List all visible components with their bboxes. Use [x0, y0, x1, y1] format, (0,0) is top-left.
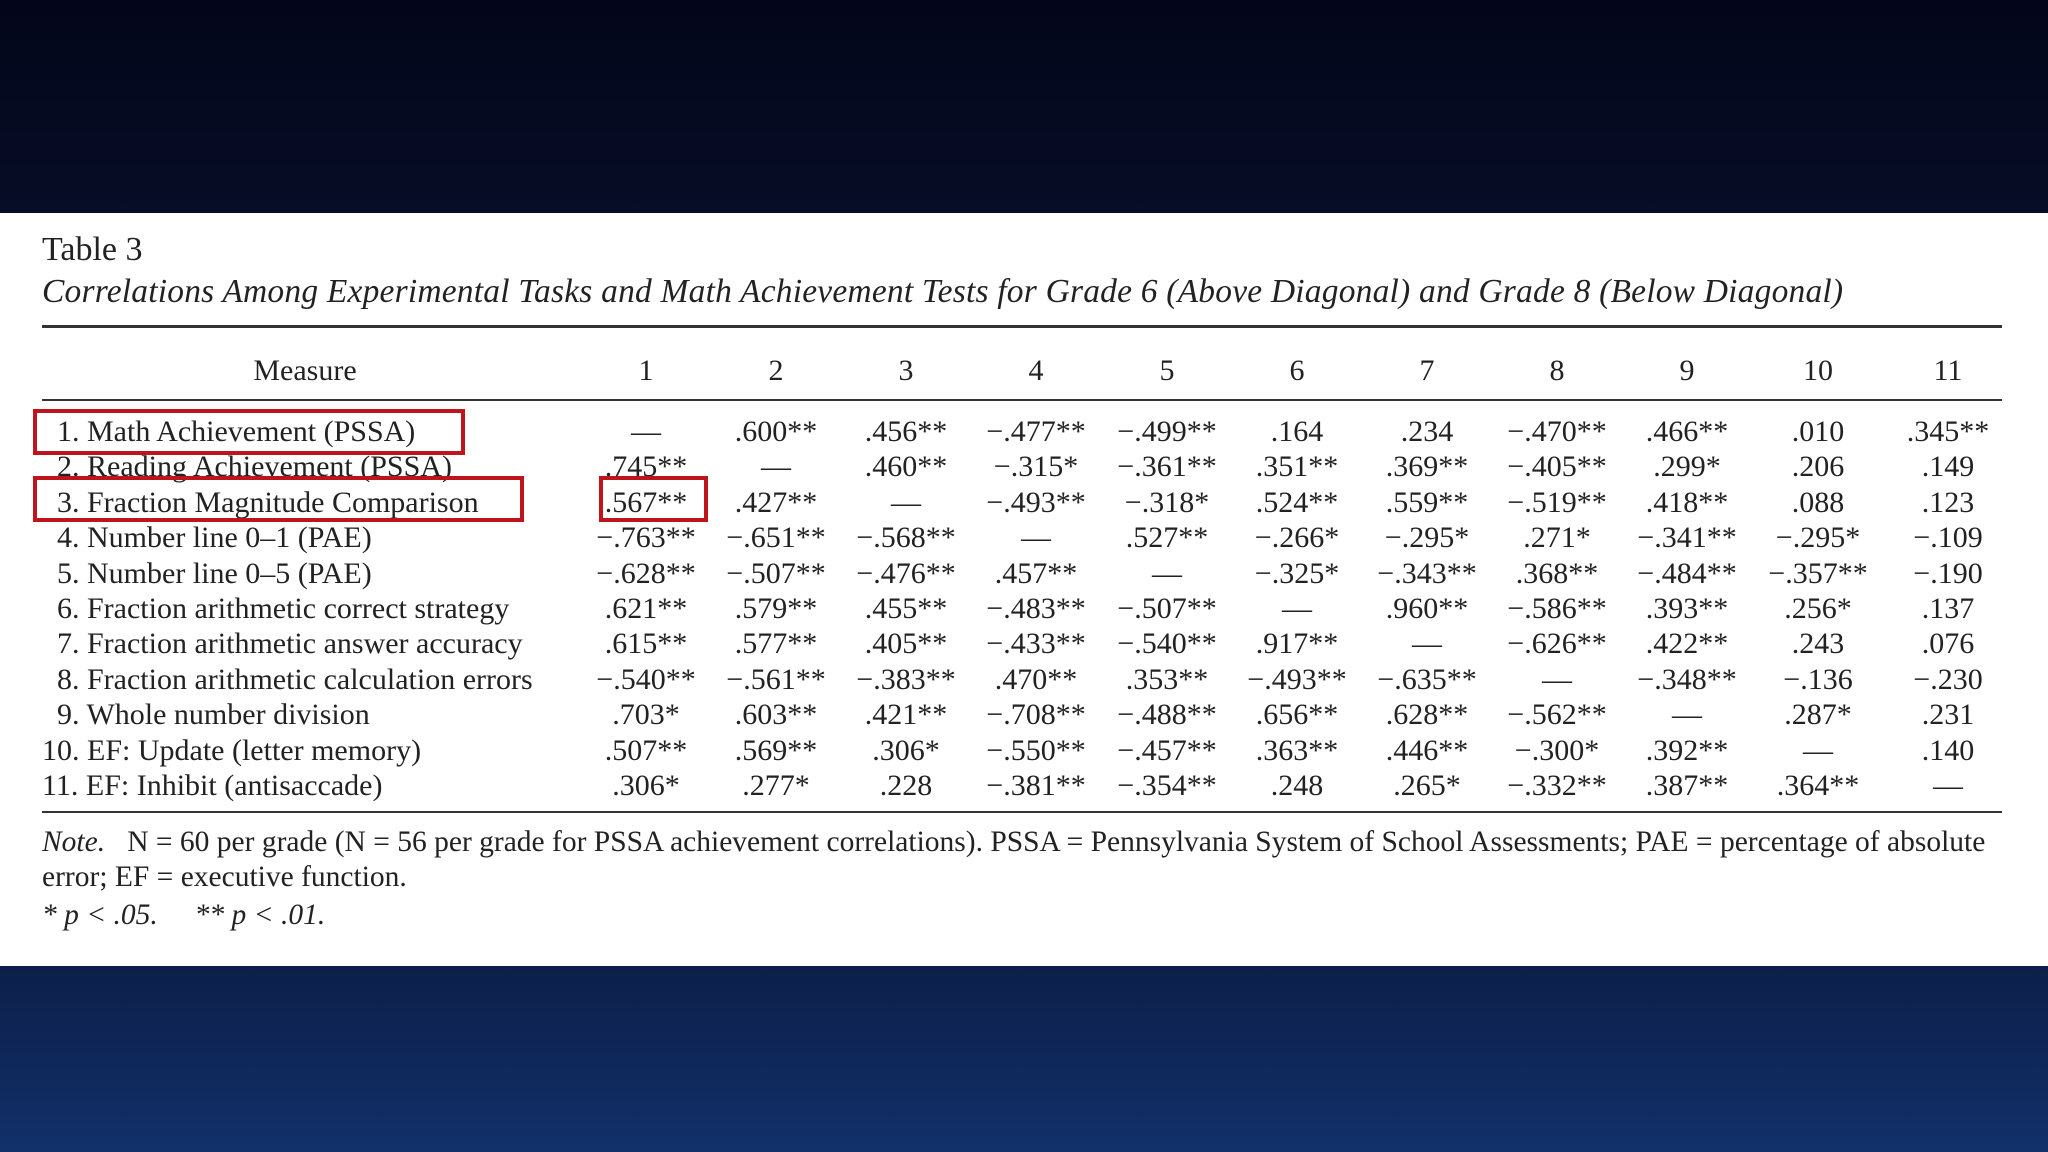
table-row [0, 592, 2048, 627]
correlation-cell: .456** [864, 415, 948, 448]
column-header-11: 11 [1933, 354, 1963, 387]
correlation-cell: — [631, 415, 661, 448]
correlation-cell: .368** [1515, 556, 1599, 590]
correlation-cell: .460** [864, 450, 948, 484]
correlation-cell: .234 [1400, 415, 1454, 448]
correlation-cell: −.354** [1117, 769, 1217, 802]
correlation-cell: −.507** [1117, 592, 1217, 625]
correlation-cell: — [891, 485, 921, 519]
correlation-cell: .569** [734, 733, 818, 767]
correlation-cell: .306* [612, 769, 680, 802]
column-header-9: 9 [1679, 354, 1695, 387]
correlation-cell: .628** [1385, 698, 1469, 732]
table-note [42, 825, 2007, 895]
measure-label: 6. Fraction arithmetic correct strategy [57, 592, 510, 625]
table-row [0, 663, 2048, 698]
column-header-6: 6 [1289, 354, 1305, 387]
correlation-cell: −.540** [1117, 627, 1217, 661]
correlation-cell: −.499** [1117, 415, 1217, 448]
correlation-cell: .577** [734, 627, 818, 661]
correlation-cell: −.507** [726, 556, 826, 590]
table-number: Table 3 [42, 231, 143, 268]
correlation-cell: −.300* [1514, 733, 1600, 767]
correlation-cell: −.561** [726, 662, 826, 696]
correlation-cell: −.230 [1913, 662, 1983, 696]
correlation-cell: — [1933, 769, 1963, 802]
correlation-cell: .917** [1255, 627, 1339, 661]
column-header-7: 7 [1419, 354, 1435, 387]
correlation-cell: .364** [1776, 769, 1860, 802]
correlation-cell: — [1672, 698, 1702, 732]
correlation-cell: .745** [604, 450, 688, 484]
correlation-cell: .421** [864, 698, 948, 732]
correlation-cell: .466** [1645, 415, 1729, 448]
measure-label: 3. Fraction Magnitude Comparison [57, 485, 479, 519]
correlation-cell: −.266* [1254, 521, 1340, 555]
correlation-cell: .306* [872, 733, 940, 767]
table-row [0, 769, 2048, 804]
note-text: N = 60 per grade (N = 56 per grade for PSSA achievement correlations). PSSA = Pennsylvania System of School Assessments; PAE = percentage of absolute error; EF = executive function. [42, 826, 1986, 893]
correlation-cell: — [1542, 662, 1572, 696]
correlation-cell: −.470** [1507, 415, 1607, 448]
correlation-cell: .088 [1791, 485, 1845, 519]
correlation-cell: −.493** [986, 485, 1086, 519]
correlation-cell: −.488** [1117, 698, 1217, 732]
highlight-box-math-achievement [33, 409, 465, 455]
correlation-cell: .621** [604, 592, 688, 625]
correlation-cell: .427** [734, 485, 818, 519]
correlation-cell: .579** [734, 592, 818, 625]
correlation-cell: −.519** [1507, 485, 1607, 519]
correlation-cell: −.708** [986, 698, 1086, 732]
correlation-cell: .265* [1393, 769, 1461, 802]
correlation-cell: −.540** [596, 662, 696, 696]
correlation-cell: −.433** [986, 627, 1086, 661]
correlation-cell: — [1152, 556, 1182, 590]
correlation-cell: .703* [612, 698, 680, 732]
correlation-cell: .206 [1791, 450, 1845, 484]
measure-label: 8. Fraction arithmetic calculation errors [57, 662, 533, 696]
correlation-cell: .164 [1270, 415, 1324, 448]
footnote-p01: ** p < .01. [194, 899, 326, 931]
correlation-cell: −.635** [1377, 662, 1477, 696]
correlation-cell: −.477** [986, 415, 1086, 448]
correlation-cell: .010 [1791, 415, 1845, 448]
correlation-cell: −.381** [986, 769, 1086, 802]
measure-column-header: Measure [253, 354, 357, 387]
correlation-cell: .393** [1645, 592, 1729, 625]
correlation-cell: .615** [604, 627, 688, 661]
correlation-cell: .422** [1645, 627, 1729, 661]
correlation-cell: −.457** [1117, 733, 1217, 767]
table-row [0, 734, 2048, 769]
correlation-cell: −.295* [1775, 521, 1861, 555]
correlation-cell: −.136 [1783, 662, 1853, 696]
correlation-cell: −.626** [1507, 627, 1607, 661]
correlation-cell: .392** [1645, 733, 1729, 767]
correlation-cell: .137 [1921, 592, 1975, 625]
correlation-cell: .248 [1270, 769, 1324, 802]
correlation-cell: .076 [1921, 627, 1975, 661]
measure-label: 11. EF: Inhibit (antisaccade) [42, 769, 383, 802]
correlation-cell: −.763** [596, 521, 696, 555]
correlation-cell: .353** [1125, 662, 1209, 696]
column-header-1: 1 [638, 354, 654, 387]
highlight-box-fraction-magnitude [33, 476, 524, 522]
correlation-cell: .149 [1921, 450, 1975, 484]
correlation-cell: −.586** [1507, 592, 1607, 625]
correlation-cell: −.628** [596, 556, 696, 590]
correlation-cell: −.109 [1913, 521, 1983, 555]
table-caption: Correlations Among Experimental Tasks and Math Achievement Tests for Grade 6 (Above Diagonal) and Grade 8 (Below Diagonal) [42, 273, 1844, 310]
correlation-cell: .470** [994, 662, 1078, 696]
correlation-cell: −.318* [1124, 485, 1210, 519]
measure-label: 5. Number line 0–5 (PAE) [57, 556, 372, 590]
correlation-cell: −.493** [1247, 662, 1347, 696]
correlation-cell: .603** [734, 698, 818, 732]
correlation-cell: −.361** [1117, 450, 1217, 484]
measure-label: 1. Math Achievement (PSSA) [57, 415, 416, 448]
correlation-cell: .140 [1921, 733, 1975, 767]
correlation-cell: .527** [1125, 521, 1209, 555]
correlation-cell: .457** [994, 556, 1078, 590]
correlation-cell: −.343** [1377, 556, 1477, 590]
table-top-rule [42, 325, 2002, 328]
measure-label: 4. Number line 0–1 (PAE) [57, 521, 372, 555]
correlation-cell: .228 [879, 769, 933, 802]
correlation-cell: −.562** [1507, 698, 1607, 732]
correlation-cell: .299* [1653, 450, 1721, 484]
correlation-cell: −.476** [856, 556, 956, 590]
correlation-cell: .369** [1385, 450, 1469, 484]
correlation-cell: −.357** [1768, 556, 1868, 590]
note-label: Note. [42, 826, 106, 858]
measure-label: 10. EF: Update (letter memory) [42, 733, 422, 767]
correlation-cell: −.190 [1913, 556, 1983, 590]
correlation-cell: −.405** [1507, 450, 1607, 484]
correlation-cell: −.483** [986, 592, 1086, 625]
correlation-cell: −.325* [1254, 556, 1340, 590]
measure-label: 2. Reading Achievement (PSSA) [57, 450, 452, 484]
correlation-cell: .387** [1645, 769, 1729, 802]
correlation-cell: −.348** [1637, 662, 1737, 696]
column-header-4: 4 [1028, 354, 1044, 387]
slide-bottom-background [0, 966, 2048, 1152]
table-row [0, 557, 2048, 592]
correlation-cell: .446** [1385, 733, 1469, 767]
correlation-cell: .656** [1255, 698, 1339, 732]
table-row [0, 521, 2048, 556]
correlation-cell: .256* [1784, 592, 1852, 625]
correlation-cell: .345** [1906, 415, 1990, 448]
correlation-cell: — [1412, 627, 1442, 661]
correlation-cell: — [1803, 733, 1833, 767]
correlation-cell: — [1282, 592, 1312, 625]
correlation-cell: −.550** [986, 733, 1086, 767]
correlation-cell: −.341** [1637, 521, 1737, 555]
significance-footnote [42, 899, 325, 932]
correlation-cell: −.651** [726, 521, 826, 555]
footnote-p05: * p < .05. [42, 899, 158, 931]
correlation-cell: .123 [1921, 485, 1975, 519]
correlation-cell: −.295* [1384, 521, 1470, 555]
measure-label: 7. Fraction arithmetic answer accuracy [57, 627, 523, 661]
table-image-panel [0, 213, 2048, 966]
table-bottom-rule [42, 811, 2002, 813]
highlight-box-correlation-cell [599, 476, 708, 522]
correlation-cell: .405** [864, 627, 948, 661]
table-row [0, 698, 2048, 733]
measure-label: 9. Whole number division [57, 698, 370, 732]
column-header-2: 2 [768, 354, 784, 387]
correlation-cell: −.332** [1507, 769, 1607, 802]
correlation-cell: — [1021, 521, 1051, 555]
header-rule [42, 399, 2002, 401]
correlation-cell: −.383** [856, 662, 956, 696]
correlation-cell: −.315* [993, 450, 1079, 484]
correlation-cell: .363** [1255, 733, 1339, 767]
column-header-10: 10 [1803, 354, 1833, 387]
correlation-cell: .524** [1255, 485, 1339, 519]
correlation-cell: .231 [1921, 698, 1975, 732]
correlation-cell: .287* [1784, 698, 1852, 732]
table-row [0, 627, 2048, 662]
correlation-cell: .455** [864, 592, 948, 625]
column-header-5: 5 [1159, 354, 1175, 387]
correlation-cell: .559** [1385, 485, 1469, 519]
correlation-cell: .567** [604, 485, 688, 519]
correlation-cell: .960** [1385, 592, 1469, 625]
correlation-cell: .418** [1645, 485, 1729, 519]
correlation-cell: .507** [604, 733, 688, 767]
correlation-cell: .271* [1523, 521, 1591, 555]
slide-top-background [0, 0, 2048, 213]
correlation-cell: −.484** [1637, 556, 1737, 590]
correlation-cell: .243 [1791, 627, 1845, 661]
correlation-cell: .600** [734, 415, 818, 448]
correlation-cell: .277* [742, 769, 810, 802]
column-header-3: 3 [898, 354, 914, 387]
correlation-cell: .351** [1255, 450, 1339, 484]
correlation-cell: — [761, 450, 791, 484]
column-header-8: 8 [1549, 354, 1565, 387]
correlation-cell: −.568** [856, 521, 956, 555]
